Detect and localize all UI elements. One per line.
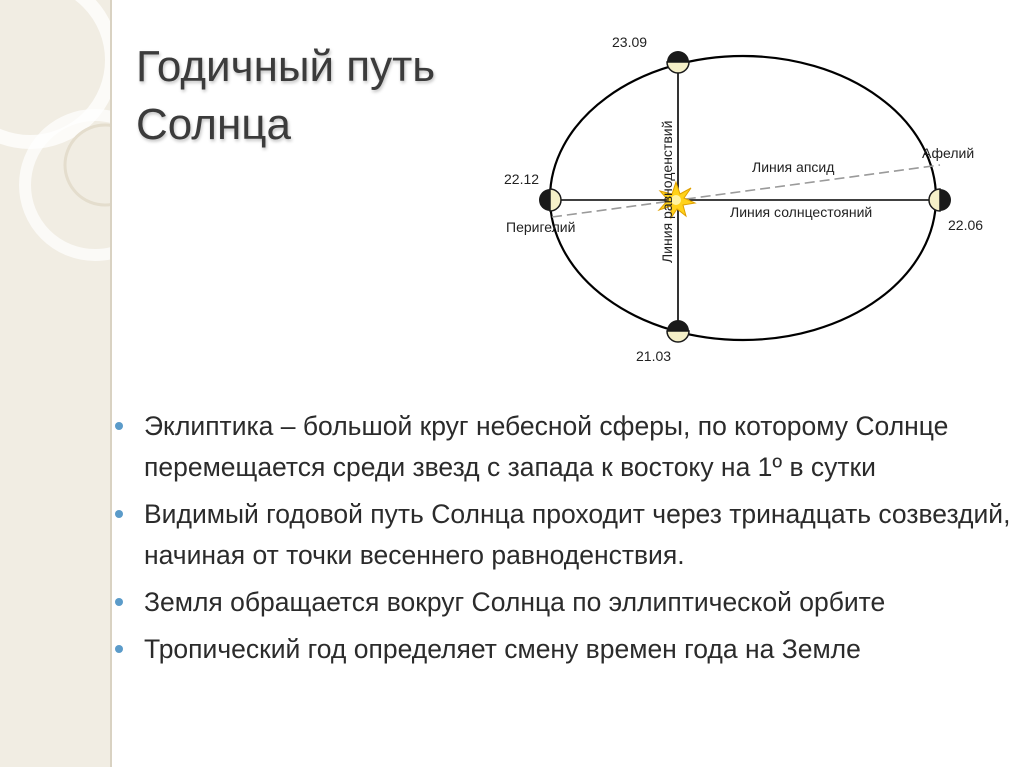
label-perihelion: Перигелий	[506, 219, 576, 235]
label-right-date: 22.06	[948, 217, 984, 233]
bullet-dot-icon	[115, 422, 123, 430]
label-aphelion: Афелий	[922, 145, 975, 161]
bullet-item	[112, 629, 1012, 670]
bullet-item	[112, 494, 1012, 576]
bullet-dot-icon	[115, 510, 123, 518]
bullet-text: Тропический год определяет смену времен года на Земле	[144, 634, 861, 664]
label-top-date: 23.09	[612, 34, 648, 50]
label-solstice-line: Линия солнцестояний	[730, 204, 873, 220]
earth-bottom-icon	[667, 320, 689, 342]
earth-right-icon	[929, 189, 951, 211]
bullet-item	[112, 582, 1012, 623]
decorative-circles	[0, 0, 112, 767]
title-line-2: Солнца	[136, 100, 291, 149]
decorative-side-panel	[0, 0, 112, 767]
orbit-diagram	[490, 25, 1010, 375]
title-line-1: Годичный путь	[136, 42, 436, 91]
bullet-dot-icon	[115, 645, 123, 653]
bullet-dot-icon	[115, 598, 123, 606]
bullet-list	[112, 406, 1012, 676]
orbit-ellipse	[550, 56, 936, 340]
label-left-date: 22.12	[504, 171, 540, 187]
bullet-text: Эклиптика – большой круг небесной сферы, по которому Солнце перемещается среди звезд с запада к востоку на 1º в сутки	[144, 411, 949, 482]
bullet-item	[112, 406, 1012, 488]
label-apsides-line: Линия апсид	[752, 159, 835, 175]
earth-left-icon	[539, 189, 561, 211]
slide-title	[136, 38, 496, 154]
bullet-text: Видимый годовой путь Солнца проходит через тринадцать созвездий, начиная от точки весеннего равноденствия.	[144, 499, 1011, 570]
label-bottom-date: 21.03	[636, 348, 672, 364]
bullet-text: Земля обращается вокруг Солнца по эллиптической орбите	[144, 587, 886, 617]
earth-top-icon	[667, 51, 689, 73]
label-equinox-line: Линия равноденствий	[659, 120, 675, 263]
